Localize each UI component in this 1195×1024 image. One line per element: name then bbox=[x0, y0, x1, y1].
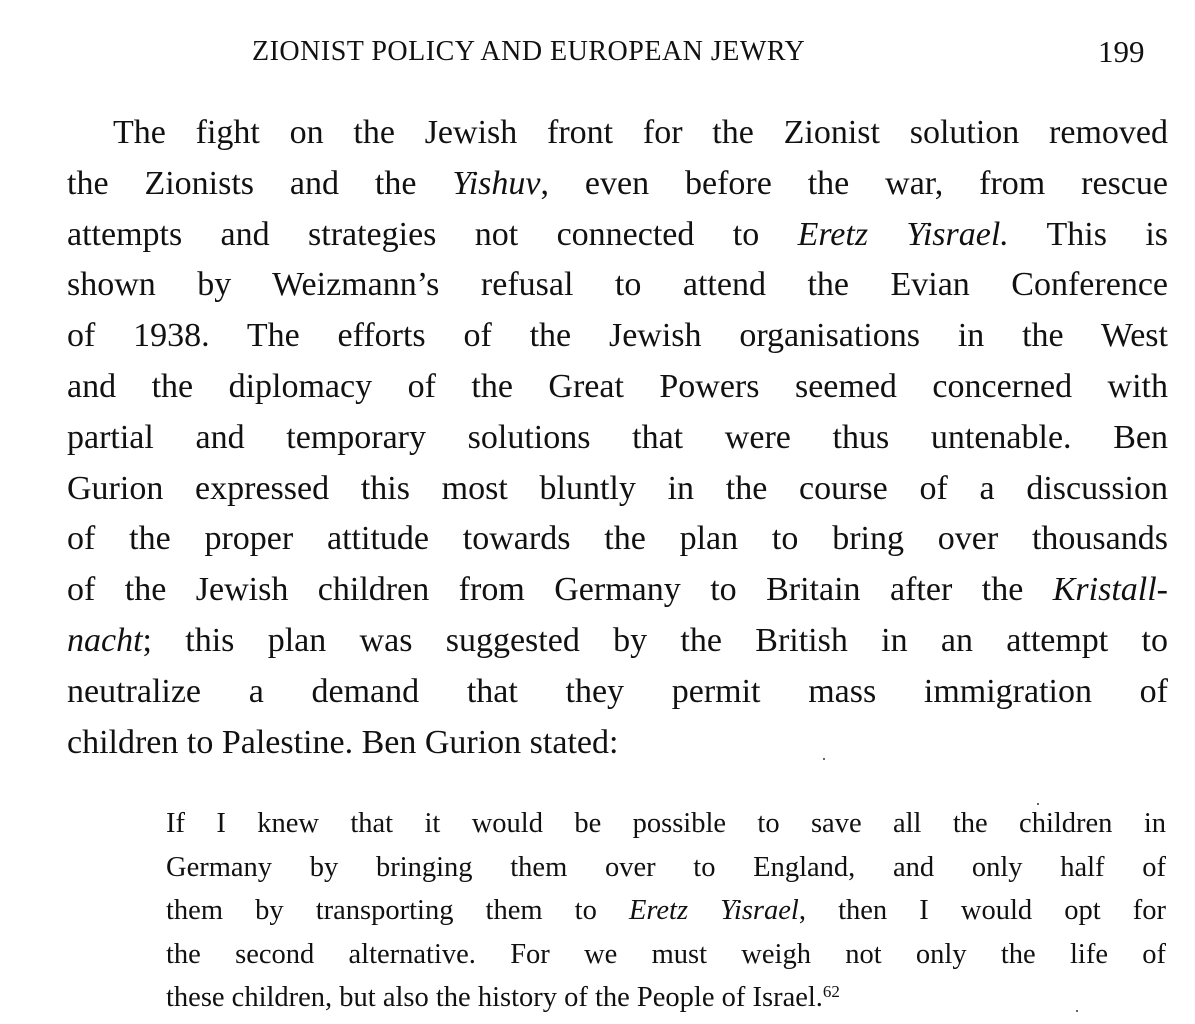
quote-line bbox=[166, 802, 1166, 846]
page-number: 199 bbox=[1098, 34, 1145, 69]
text-run: of 1938. The efforts of the Jewish organisations in the West bbox=[67, 317, 1168, 355]
body-paragraph bbox=[67, 108, 1168, 768]
italic-text: Eretz Yisrael. bbox=[797, 215, 1009, 253]
text-run: The fight on the Jewish front for the Zionist solution removed bbox=[113, 114, 1168, 151]
text-run: Gurion expressed this most bluntly in the course of a discussion bbox=[67, 469, 1168, 507]
footnote-marker: 62 bbox=[822, 982, 840, 1001]
paragraph-line bbox=[67, 362, 1168, 413]
paragraph-line bbox=[67, 210, 1168, 261]
scan-speck bbox=[1037, 803, 1039, 805]
text-run: partial and temporary solutions that were thus untenable. Ben bbox=[67, 418, 1168, 456]
quote-line bbox=[166, 889, 1166, 933]
text-run: attempts and strategies not connected to bbox=[67, 215, 798, 253]
paragraph-line bbox=[67, 565, 1168, 616]
text-run: neutralize a demand that they permit mass immigration of bbox=[67, 672, 1168, 710]
paragraph-line bbox=[67, 311, 1168, 362]
quote-line bbox=[166, 976, 1166, 1020]
text-run: shown by Weizmann’s refusal to attend the Evian Conference bbox=[67, 266, 1168, 304]
text-run: them by transporting them to bbox=[166, 895, 629, 926]
running-head bbox=[0, 30, 1195, 74]
italic-text: Yishuv bbox=[452, 164, 541, 202]
block-quote bbox=[166, 802, 1166, 1020]
paragraph-line bbox=[67, 616, 1168, 667]
text-run: these children, but also the history of the People of Israel. bbox=[166, 982, 823, 1013]
text-run: ; this plan was suggested by the British in an attempt to bbox=[142, 621, 1168, 659]
text-run: the second alternative. For we must weigh not only the life of bbox=[166, 938, 1166, 970]
text-run: This is bbox=[1008, 215, 1168, 253]
paragraph-line bbox=[67, 514, 1168, 565]
text-run: If I knew that it would be possible to save all the children in bbox=[166, 808, 1166, 839]
paragraph-line bbox=[67, 464, 1168, 515]
paragraph-line bbox=[67, 159, 1168, 210]
paragraph-line bbox=[67, 413, 1168, 464]
italic-text: nacht bbox=[67, 621, 143, 659]
paragraph-line bbox=[67, 260, 1168, 311]
text-run: of the proper attitude towards the plan to bring over thousands bbox=[67, 520, 1168, 558]
italic-text: Eretz Yisrael bbox=[628, 895, 799, 926]
paragraph-line bbox=[67, 108, 1168, 159]
text-run: the Zionists and the bbox=[67, 164, 453, 202]
text-run: children to Palestine. Ben Gurion stated: bbox=[67, 723, 619, 761]
text-run: of the Jewish children from Germany to Britain after the bbox=[67, 571, 1053, 609]
italic-text: Kristall- bbox=[1052, 571, 1168, 609]
text-run: , then I would opt for bbox=[798, 895, 1166, 926]
quote-line bbox=[166, 933, 1166, 977]
scan-speck bbox=[823, 758, 825, 760]
paragraph-line bbox=[67, 667, 1168, 718]
paragraph-line bbox=[67, 718, 1168, 769]
text-run: Germany by bringing them over to England, and only half of bbox=[166, 851, 1166, 883]
scan-speck bbox=[1076, 1010, 1078, 1012]
text-run: , even before the war, from rescue bbox=[540, 164, 1168, 202]
quote-line bbox=[166, 846, 1166, 890]
running-title: ZIONIST POLICY AND EUROPEAN JEWRY bbox=[252, 36, 806, 67]
text-run: and the diplomacy of the Great Powers seemed concerned with bbox=[67, 367, 1168, 405]
